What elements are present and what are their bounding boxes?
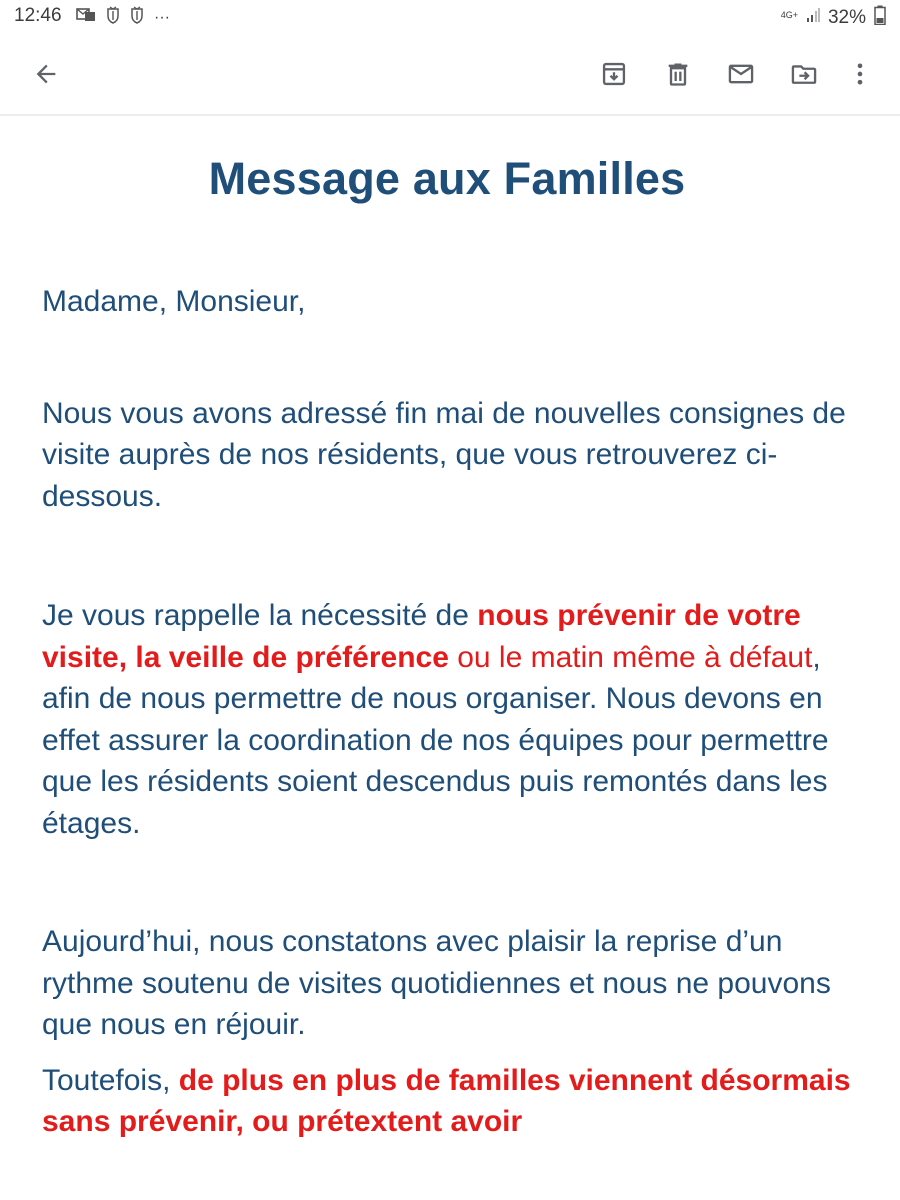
more-vert-icon: [846, 60, 874, 88]
email-toolbar: [0, 34, 900, 116]
paragraph-1: Nous vous avons adressé fin mai de nouvelles consignes de visite auprès de nos résidents, que vous retrouverez ci-dessous.: [42, 396, 846, 513]
signal-icon: [806, 7, 820, 29]
paragraph-2-part-d: , afin de nous permettre de nous organiser. Nous devons en effet assurer la coordination de nos équipes pour permettre que les résidents soient descendus puis remontés dans les étages.: [42, 640, 829, 840]
delete-icon: [664, 60, 692, 88]
status-bar: [0, 0, 900, 34]
paragraph-4-part-a: Toutefois,: [42, 1063, 179, 1097]
battery-icon: [874, 5, 886, 31]
back-arrow-icon: [32, 60, 60, 88]
paragraph-2-highlight-bold: nous prévenir de votre visite, la veille de préférence: [42, 599, 801, 674]
mail-notification-icon: [76, 7, 96, 29]
notification-icons: [76, 6, 170, 30]
paragraph-4-highlight-bold: de plus en plus de familles viennent désormais sans prévenir, ou prétextent avoir: [42, 1063, 851, 1138]
paragraph-2-part-a: Je vous rappelle la nécessité de: [42, 599, 478, 632]
club-crest-icon: [130, 6, 144, 30]
more-options-button[interactable]: [842, 56, 878, 92]
paragraph-4: [42, 1060, 862, 1143]
greeting: Madame, Monsieur,: [42, 285, 306, 318]
battery-percent: 32%: [827, 7, 866, 28]
status-right: [781, 5, 886, 31]
move-to-icon: [790, 60, 818, 88]
paragraph-2-highlight: ou le matin même à défaut: [448, 640, 813, 674]
network-type: 4G+: [780, 9, 798, 20]
club-crest-icon: [106, 6, 120, 30]
delete-button[interactable]: [660, 56, 696, 92]
mark-unread-icon: [727, 60, 755, 88]
email-body: [42, 116, 862, 1143]
archive-icon: [600, 60, 628, 88]
move-to-button[interactable]: [786, 56, 822, 92]
paragraph-2: [42, 595, 862, 844]
archive-button[interactable]: [596, 56, 632, 92]
mark-unread-button[interactable]: [723, 56, 759, 92]
more-notifications: ···: [154, 9, 170, 26]
paragraph-3: Aujourd’hui, nous constatons avec plaisir la reprise d’un rythme soutenu de visites quotidiennes et nous ne pouvons que nous en réjouir.: [42, 925, 831, 1041]
back-button[interactable]: [28, 56, 64, 92]
status-time: 12:46: [14, 5, 62, 26]
message-title: Message aux Familles: [208, 153, 686, 204]
